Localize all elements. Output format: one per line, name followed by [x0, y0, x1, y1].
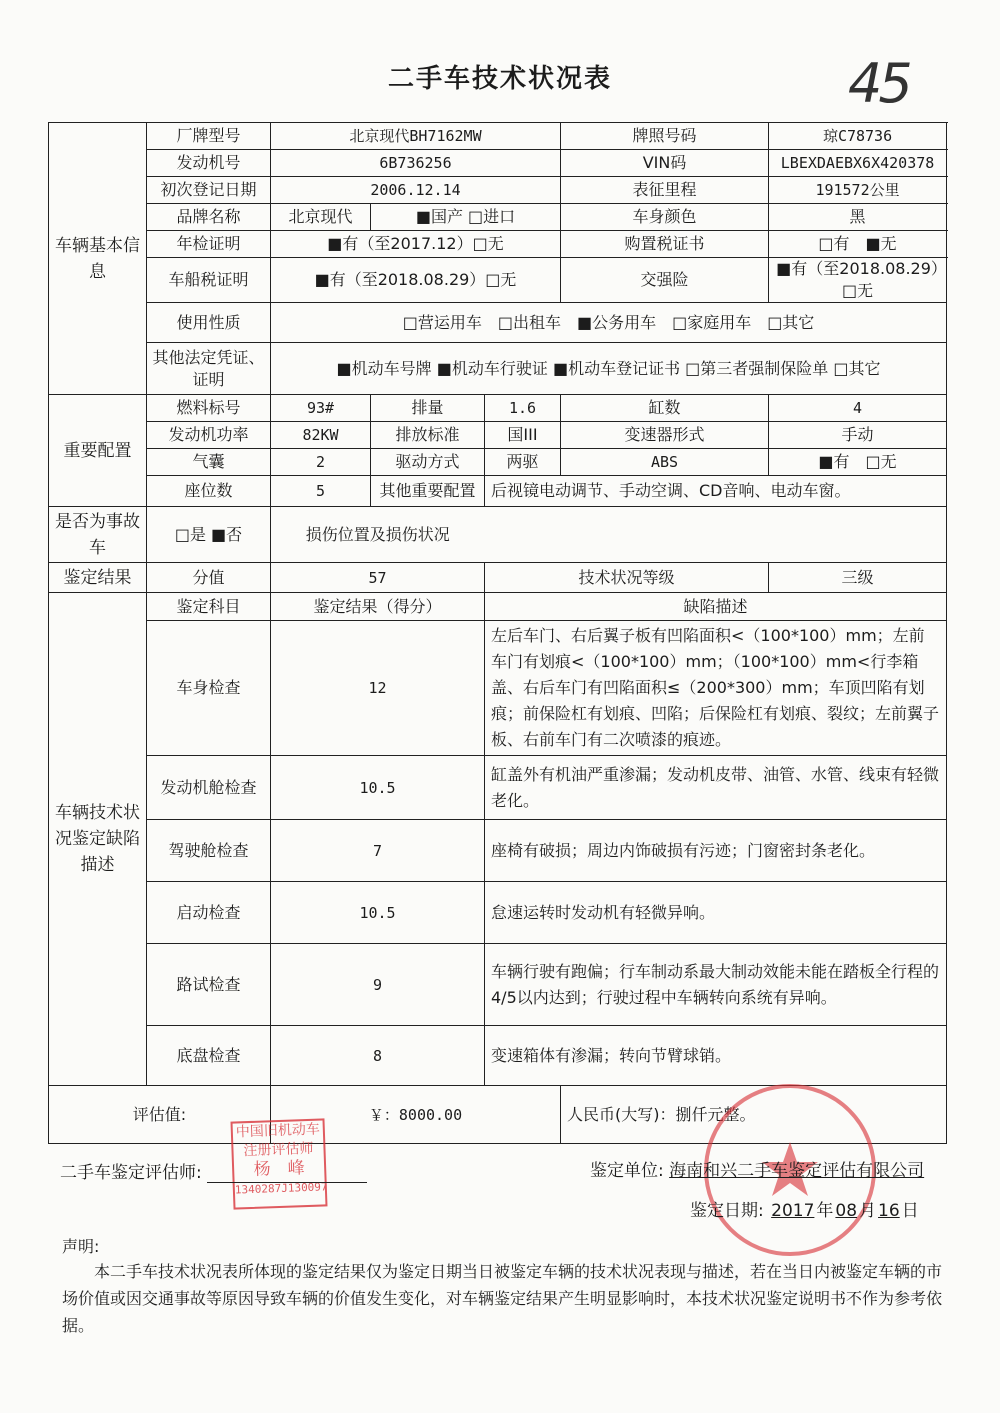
value-emission: 国III [485, 422, 561, 449]
signature-blank [207, 1164, 367, 1183]
defect-desc: 左后车门、右后翼子板有凹陷面积<（100*100）mm；左前车门有划痕<（100*100）mm；（100*100）mm<行李箱盖、右后车门有凹陷面积≤（200*300）mm；车顶凹陷有划痕；前保险杠有划痕、凹陷；后保险杠有划痕、裂纹；左前翼子板、右前车门有二次喷漆的痕迹。 [485, 621, 947, 756]
label-gearbox: 变速器形式 [561, 422, 769, 449]
defect-desc: 缸盖外有机油严重渗漏；发动机皮带、油管、水管、线束有轻微老化。 [485, 756, 947, 820]
label-other-docs: 其他法定凭证、证明 [147, 343, 271, 395]
value-fuel: 93# [271, 395, 371, 422]
condition-table [48, 122, 947, 1144]
label-other-config: 其他重要配置 [371, 476, 485, 507]
value-brand: 北京现代 [271, 204, 371, 231]
document-title: 二手车技术状况表 [387, 64, 612, 94]
value-vessel-tax: ■有（至2018.08.29）□无 [271, 258, 561, 303]
defect-item: 发动机舱检查 [147, 756, 271, 820]
value-usage: □营运用车 □出租车 ■公务用车 □家庭用车 □其它 [271, 303, 947, 343]
label-damage: 损伤位置及损伤状况 [271, 507, 485, 563]
label-mileage: 表征里程 [561, 177, 769, 204]
value-color: 黑 [769, 204, 947, 231]
appraiser-label: 二手车鉴定评估师: [60, 1163, 202, 1183]
value-brand-origin: ■国产 □进口 [371, 204, 561, 231]
defect-desc: 变速箱体有渗漏；转向节臂球销。 [485, 1026, 947, 1086]
defect-score: 12 [271, 621, 485, 756]
defect-desc: 车辆行驶有跑偏；行车制动系最大制动效能未能在踏板全行程的4/5以内达到；行驶过程中车辆转向系统有异响。 [485, 944, 947, 1026]
value-plate: 琼C78736 [769, 123, 947, 150]
label-displacement: 排量 [371, 395, 485, 422]
value-power: 82KW [271, 422, 371, 449]
defect-score: 10.5 [271, 756, 485, 820]
label-insurance: 交强险 [561, 258, 769, 303]
defect-score: 7 [271, 820, 485, 882]
label-seats: 座位数 [147, 476, 271, 507]
label-color: 车身颜色 [561, 204, 769, 231]
defect-score: 10.5 [271, 882, 485, 944]
label-cylinders: 缸数 [561, 395, 769, 422]
value-seats: 5 [271, 476, 371, 507]
label-result: 鉴定结果 [49, 563, 147, 593]
label-purchase-tax: 购置税证书 [561, 231, 769, 258]
label-fuel: 燃料标号 [147, 395, 271, 422]
label-power: 发动机功率 [147, 422, 271, 449]
label-brand: 品牌名称 [147, 204, 271, 231]
appraisal-date [690, 1196, 919, 1221]
section-basic-info: 车辆基本信息 [49, 123, 147, 395]
section-config: 重要配置 [49, 395, 147, 507]
stamp-line: 中国旧机动车 [235, 1121, 321, 1141]
header-result: 鉴定结果（得分） [271, 593, 485, 621]
value-valuation: ￥：8000.00 [271, 1086, 561, 1144]
date-label: 鉴定日期: [690, 1201, 764, 1221]
label-abs: ABS [561, 449, 769, 476]
label-engine-no: 发动机号 [147, 150, 271, 177]
header-desc: 缺陷描述 [485, 593, 947, 621]
value-grade: 三级 [769, 563, 947, 593]
date-day-char: 日 [901, 1201, 919, 1221]
date-month-char: 月 [859, 1201, 877, 1221]
label-plate: 牌照号码 [561, 123, 769, 150]
defect-desc: 座椅有破损；周边内饰破损有污迹；门窗密封条老化。 [485, 820, 947, 882]
value-vin: LBEXDAEBX6X420378 [769, 150, 947, 177]
value-mileage: 191572公里 [769, 177, 947, 204]
label-usage: 使用性质 [147, 303, 271, 343]
label-airbag: 气囊 [147, 449, 271, 476]
label-score: 分值 [147, 563, 271, 593]
header-item: 鉴定科目 [147, 593, 271, 621]
appraiser-signature-line [60, 1158, 367, 1183]
section-defects: 车辆技术状况鉴定缺陷描述 [49, 593, 147, 1086]
label-valuation: 评估值: [49, 1086, 271, 1144]
unit-name: 海南和兴二手车鉴定评估有限公司 [669, 1161, 925, 1181]
label-drive: 驱动方式 [371, 449, 485, 476]
stamp-line: 注册评估师 [243, 1140, 314, 1160]
label-accident: 是否为事故车 [49, 507, 147, 563]
unit-label: 鉴定单位: [590, 1161, 664, 1181]
defect-item: 启动检查 [147, 882, 271, 944]
defect-item: 车身检查 [147, 621, 271, 756]
value-damage [485, 507, 947, 563]
value-inspection: ■有（至2017.12）□无 [271, 231, 561, 258]
handwritten-page-number: 45 [848, 52, 909, 115]
label-vessel-tax: 车船税证明 [147, 258, 271, 303]
date-year: 2017 [771, 1201, 815, 1221]
stamp-code: 1340287J130097 [234, 1180, 328, 1197]
stamp-line: 杨 峰 [253, 1158, 306, 1180]
label-grade: 技术状况等级 [485, 563, 769, 593]
date-month: 08 [835, 1201, 858, 1221]
value-drive: 两驱 [485, 449, 561, 476]
defect-desc: 怠速运转时发动机有轻微异响。 [485, 882, 947, 944]
value-cylinders: 4 [769, 395, 947, 422]
label-emission: 排放标准 [371, 422, 485, 449]
value-first-reg: 2006.12.14 [271, 177, 561, 204]
value-purchase-tax: □有 ■无 [769, 231, 947, 258]
value-brand-model: 北京现代BH7162MW [271, 123, 561, 150]
value-score: 57 [271, 563, 485, 593]
value-gearbox: 手动 [769, 422, 947, 449]
defect-score: 9 [271, 944, 485, 1026]
defect-score: 8 [271, 1026, 485, 1086]
label-first-reg: 初次登记日期 [147, 177, 271, 204]
label-vin: VIN码 [561, 150, 769, 177]
value-other-docs: ■机动车号牌 ■机动车行驶证 ■机动车登记证书 □第三者强制保险单 □其它 [271, 343, 947, 395]
label-brand-model: 厂牌型号 [147, 123, 271, 150]
declaration-text: 本二手车技术状况表所体现的鉴定结果仅为鉴定日期当日被鉴定车辆的技术状况表现与描述，若在当日内被鉴定车辆的市场价值或因交通事故等原因导致车辆的价值发生变化，对车辆鉴定结果产生明显影响时，本技术状况鉴定说明书不作为参考依据。 [62, 1262, 943, 1335]
value-other-config: 后视镜电动调节、手动空调、CD音响、电动车窗。 [485, 476, 947, 507]
value-accident: □是 ■否 [147, 507, 271, 563]
value-valuation-words: 人民币(大写)：捌仟元整。 [561, 1086, 947, 1144]
label-inspection: 年检证明 [147, 231, 271, 258]
value-abs: ■有 □无 [769, 449, 947, 476]
date-year-char: 年 [816, 1201, 834, 1221]
value-airbag: 2 [271, 449, 371, 476]
value-insurance: ■有（至2018.08.29）□无 [769, 258, 947, 303]
defect-item: 底盘检查 [147, 1026, 271, 1086]
defect-item: 路试检查 [147, 944, 271, 1026]
appraisal-unit [590, 1156, 924, 1181]
value-engine-no: 6B736256 [271, 150, 561, 177]
value-displacement: 1.6 [485, 395, 561, 422]
declaration-title: 声明: [62, 1237, 100, 1256]
date-day: 16 [878, 1201, 900, 1221]
defect-item: 驾驶舱检查 [147, 820, 271, 882]
